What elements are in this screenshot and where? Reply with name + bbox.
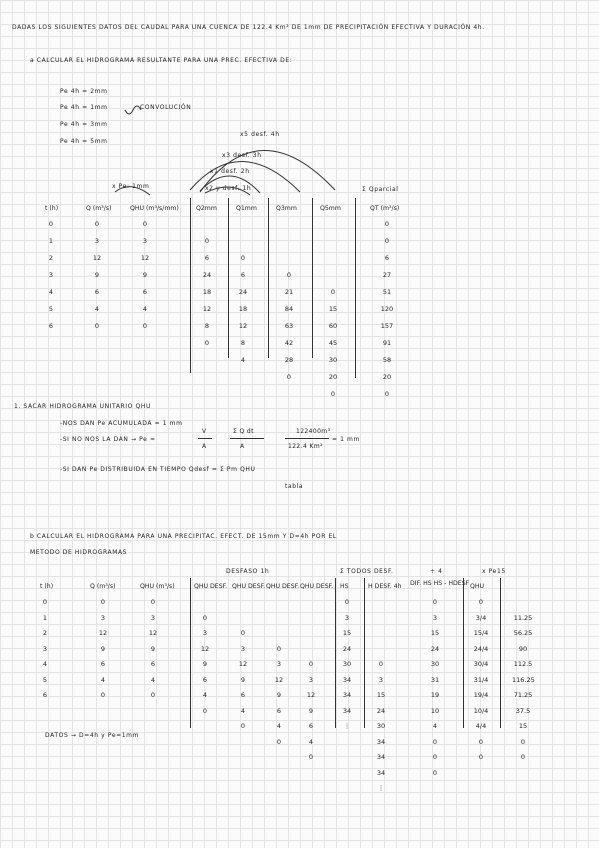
b-dif-cell: 0 [432,598,438,606]
b-d2-cell: 3 [240,644,246,653]
b-hs-cell: 15 [342,629,352,637]
b-qhu2-cell: 0 [478,598,484,606]
b-qhu-cell: 6 [150,660,156,668]
a-q2-cell: 12 [202,305,212,313]
b-hs-cell: 3 [344,613,350,622]
b-header-d4: QHU DESF. [300,583,334,590]
a-qt-cell: 157 [380,322,394,330]
a-q3-cell: 0 [286,271,292,279]
a-q5-cell: 30 [328,356,338,364]
a-qt-cell: 0 [384,220,390,228]
b-d2-cell: 4 [240,706,246,715]
a-header-q: Q (m³/s) [86,205,112,212]
b-d2-cell: 12 [238,660,248,668]
a-header-q5: Q5mm [320,205,341,212]
b-d4-cell: 0 [308,753,314,761]
b-d1-cell: 4 [202,691,208,699]
a-q1-cell: 0 [240,254,246,262]
b-qf-cell: 15 [518,722,528,730]
b-t-cell: 1 [42,613,48,622]
frac2-num: Σ Q dt [233,428,254,435]
b-qf-cell: 0 [520,753,526,761]
a-q1-cell: 18 [238,305,248,313]
b-hdesf-cell: 24 [376,706,386,715]
b-t-cell: 5 [42,675,48,684]
convolution-tilde [125,106,141,114]
b-header-d3: QHU DESF. [266,583,300,590]
b-qhu-cell: 0 [150,691,156,699]
arrow-label-5: x5 desf. 4h [240,131,280,138]
a-qt-cell: 0 [384,390,390,398]
b-qf-cell: 56.25 [513,629,533,637]
section1-line2-prefix: -SI NO NOS LA DAN → Pe ≈ [60,436,156,443]
convolution-label: CONVOLUCIÓN [140,104,192,111]
b-header-d2: QHU DESF. [232,583,266,590]
a-q1-cell: 4 [240,356,246,364]
a-t-cell: 4 [48,288,54,296]
b-d3-cell: 4 [276,722,282,730]
b-hdesf-cell: 34 [376,768,386,777]
b-top-label-2: Σ TODOS DESF. [340,568,394,575]
b-d4-cell: 9 [308,706,314,715]
b-q-cell: 0 [100,691,106,699]
title-line: DADAS LOS SIGUIENTES DATOS DEL CAUDAL PARA UNA CUENCA DE 122.4 Km² DE 1mm DE PRECIPITACIÓN EFECTIVA Y DURACIÓN 4h. [12,24,485,31]
frac3-num: 122400m³ [296,428,331,435]
b-q-cell: 0 [100,598,106,606]
b-d3-cell: 6 [276,706,282,715]
b-t-cell: 0 [42,598,48,606]
b-d1-cell: 3 [202,629,208,637]
a-q2-cell: 0 [204,339,210,347]
a-q2-cell: 18 [202,288,212,296]
arrow-curve-4 [205,187,250,195]
b-hs-cell: 34 [342,706,352,715]
a-q3-cell: 63 [284,322,294,330]
b-t-cell: 2 [42,629,48,637]
a-qt-cell: 27 [382,271,392,279]
b-d3-cell: 0 [276,644,282,653]
section1-heading: 1. SACAR HIDROGRAMA UNITARIO QHU [14,403,151,410]
b-d3-cell: 9 [276,691,282,699]
b-qhu2-cell: 19/4 [473,691,489,699]
b-hdesf-cell: 15 [376,691,386,699]
section1-line1: -NOS DAN Pe ACUMULADA = 1 mm [60,420,183,427]
a-t-cell: 5 [48,305,54,313]
b-d1-cell: 0 [202,613,208,622]
pe-item-4: Pe 4h = 5mm [60,138,108,145]
a-t-cell: 6 [48,322,54,330]
a-divider [268,198,269,358]
arrow-label-1: x1 desf. 2h [210,168,250,175]
b-header-hdesf: H DESF. 4h [368,583,402,590]
b-hs-cell: 34 [342,691,352,699]
a-q5-cell: 45 [328,339,338,347]
b-dif-cell: 31 [430,675,440,684]
arrow-label-2: x2 y desf. 1h [205,185,252,192]
a-header-qhu: QHU (m³/s/mm) [130,205,179,212]
b-d2-cell: 9 [240,675,246,684]
a-q2-cell: 8 [204,322,210,330]
b-top-label-3: ÷ 4 [430,568,443,575]
b-qhu-cell: 0 [150,598,156,606]
a-qhu-cell: 0 [142,322,148,330]
b-header-qhu: QHU (m³/s) [140,583,175,590]
b-header-t: t (h) [40,583,54,590]
a-divider [312,198,313,358]
b-qhu-cell: 3 [150,613,156,622]
a-qhu-cell: 4 [142,305,148,313]
b-d2-cell: 0 [240,629,246,637]
a-q5-cell: 0 [330,288,336,296]
b-d3-cell: 0 [276,737,282,746]
b-d1-cell: 12 [200,644,210,653]
a-qt-cell: 6 [384,254,390,262]
b-hdesf-cell: 0 [378,660,384,668]
b-hs-cell: 30 [342,660,352,668]
pe-item-2: Pe 4h = 1mm [60,104,108,111]
frac1-den: A [202,443,207,450]
a-qhu-cell: 6 [142,288,148,296]
arrow-curve-pe [115,187,150,195]
a-q5-cell: 15 [328,305,338,313]
a-divider [228,198,229,358]
a-header-t: t (h) [45,205,59,212]
a-q5-cell: 60 [328,322,338,330]
b-dif-cell: 10 [430,706,440,715]
arrow-curve-3 [200,176,260,193]
sum-label: Σ Qparcial [362,186,399,193]
a-q3-cell: 42 [284,339,294,347]
b-q-cell: 12 [98,629,108,637]
b-qhu2-cell: 30/4 [473,660,489,668]
a-q-cell: 9 [94,271,100,279]
b-t-cell: 6 [42,691,48,699]
frac-bar [230,438,264,439]
section1-line3: -SI DAN Pe DISTRIBUIDA EN TIEMPO Qdesf = Σ Pm QHU [60,466,256,473]
a-qhu-cell: 9 [142,271,148,279]
b-dif-cell: 4 [432,722,438,730]
b-dif-cell: 0 [432,737,438,746]
a-qhu-cell: 0 [142,220,148,228]
b-qhu-cell: 12 [148,629,158,637]
b-hs-cell: ⋮ [343,722,351,730]
b-qf-cell: 112.5 [513,660,533,668]
datos-note: DATOS → D=4h y Pe=1mm [45,732,140,739]
b-dif-cell: 0 [432,753,438,761]
b-d3-cell: 3 [276,660,282,668]
b-qhu-cell: 4 [150,675,156,684]
a-q3-cell: 84 [284,305,294,313]
b-hdesf-cell: 30 [376,722,386,730]
b-t-cell: 4 [42,660,48,668]
b-divider [364,578,365,728]
a-header-q2: Q2mm [196,205,217,212]
b-dif-cell: 15 [430,629,440,637]
frac-bar [285,438,329,439]
a-header-qt: QT (m³/s) [370,205,400,212]
b-dif-cell: 0 [432,768,438,777]
b-qf-cell: 0 [520,737,526,746]
a-qt-cell: 120 [380,305,394,313]
b-d4-cell: 3 [308,675,314,684]
b-dif-cell: 30 [430,660,440,668]
arrow-curve-2 [190,161,300,192]
b-d4-cell: 0 [308,660,314,668]
b-qhu2-cell: 15/4 [473,629,489,637]
frac-bar [198,438,212,439]
b-divider [500,578,501,728]
a-q3-cell: 28 [284,356,294,364]
b-q-cell: 9 [100,644,106,653]
frac2-den: A [240,443,245,450]
b-dif-cell: 24 [430,644,440,653]
b-dif-cell: 19 [430,691,440,699]
part-b-heading2: METODO DE HIDROGRAMAS [30,549,128,556]
b-hdesf-cell: 34 [376,753,386,761]
a-q1-cell: 6 [240,271,246,279]
b-divider [190,578,191,728]
a-q-cell: 0 [94,220,100,228]
part-a-heading: a CALCULAR EL HIDROGRAMA RESULTANTE PARA UNA PREC. EFECTIVA DE: [30,57,293,64]
b-qhu2-cell: 4/4 [475,722,487,730]
b-header-qhu2: QHU [470,583,485,590]
b-header-d1: QHU DESF. [194,583,228,590]
a-q1-cell: 8 [240,339,246,347]
a-q3-cell: 21 [284,288,294,296]
section1-line2-result: = 1 mm [332,436,360,443]
part-b-heading: b CALCULAR EL HIDROGRAMA PARA UNA PRECIPITAC. EFECT. DE 15mm Y D=4h POR EL [30,533,337,540]
a-q-cell: 0 [94,322,100,330]
a-qhu-cell: 3 [142,237,148,245]
pe-item-1: Pe 4h = 2mm [60,88,108,95]
b-qf-cell: 37.5 [515,706,531,715]
a-q-cell: 4 [94,305,100,313]
b-qhu2-cell: 0 [478,753,484,761]
b-qf-cell: 71.25 [513,691,533,699]
frac1-num: V [202,428,207,435]
arrow-curve-1 [200,150,335,192]
section1-note: tabla [285,483,304,490]
b-d1-cell: 9 [202,660,208,668]
b-qhu2-cell: 31/4 [473,675,489,684]
b-divider [463,578,464,728]
a-t-cell: 0 [48,220,54,228]
b-qhu-cell: 9 [150,644,156,653]
a-q-cell: 6 [94,288,100,296]
b-qhu2-cell: 10/4 [473,706,489,715]
a-t-cell: 2 [48,254,54,262]
arrow-label-3: x3 desf. 3h [222,152,262,159]
b-hdesf-cell: 34 [376,737,386,746]
a-qt-cell: 58 [382,356,392,364]
a-q2-cell: 6 [204,254,210,262]
pe-item-3: Pe 4h = 3mm [60,121,108,128]
b-hdesf-cell: 3 [378,675,384,684]
a-q2-cell: 24 [202,271,212,279]
b-d1-cell: 0 [202,706,208,715]
b-dif-cell: 3 [432,613,438,622]
a-qt-cell: 91 [382,339,392,347]
b-d4-cell: 12 [306,691,316,699]
b-qf-cell: 11.25 [513,613,533,622]
b-qhu2-cell: 0 [478,737,484,746]
b-d4-cell: 4 [308,737,314,746]
a-qt-cell: 20 [382,373,392,381]
b-d1-cell: 6 [202,675,208,684]
b-hdesf-cell: ⋮ [377,784,385,792]
b-hs-cell: 34 [342,675,352,684]
frac3-den: 122.4 Km² [288,443,323,450]
b-header-dif: DIF. HS HS - HDESF [410,580,470,587]
a-q3-cell: 0 [286,373,292,381]
a-header-q3: Q3mm [276,205,297,212]
b-header-q: Q (m³/s) [90,583,116,590]
a-t-cell: 3 [48,271,54,279]
b-t-cell: 3 [42,644,48,653]
b-qhu2-cell: 24/4 [473,644,489,653]
a-q5-cell: 20 [328,373,338,381]
a-header-q1: Q1mm [236,205,257,212]
b-qf-cell: 116.25 [512,675,535,684]
b-top-label-4: x Pe15 [482,568,506,575]
a-qt-cell: 51 [382,288,392,296]
a-q1-cell: 24 [238,288,248,296]
b-d4-cell: 6 [308,722,314,730]
b-hs-cell: 24 [342,644,352,653]
a-divider [190,198,191,373]
a-q-cell: 3 [94,237,100,245]
b-top-label-1: DESFASO 1h [226,568,270,575]
b-d2-cell: 6 [240,691,246,699]
b-d2-cell: 0 [240,722,246,730]
a-q2-cell: 0 [204,237,210,245]
b-qhu2-cell: 3/4 [475,613,487,622]
a-qhu-cell: 12 [140,254,150,262]
a-t-cell: 1 [48,237,54,245]
a-q5-cell: 0 [330,390,336,398]
a-q1-cell: 12 [238,322,248,330]
a-q-cell: 12 [92,254,102,262]
a-divider [355,198,356,378]
arrow-label-pe: x Pe: 1mm [112,183,150,190]
b-q-cell: 4 [100,675,106,684]
b-q-cell: 3 [100,613,106,622]
b-q-cell: 6 [100,660,106,668]
b-qf-cell: 90 [518,644,528,653]
b-hs-cell: 0 [344,598,350,606]
b-header-hs: HS [340,583,349,590]
a-qt-cell: 0 [384,237,390,245]
b-d3-cell: 12 [274,675,284,684]
